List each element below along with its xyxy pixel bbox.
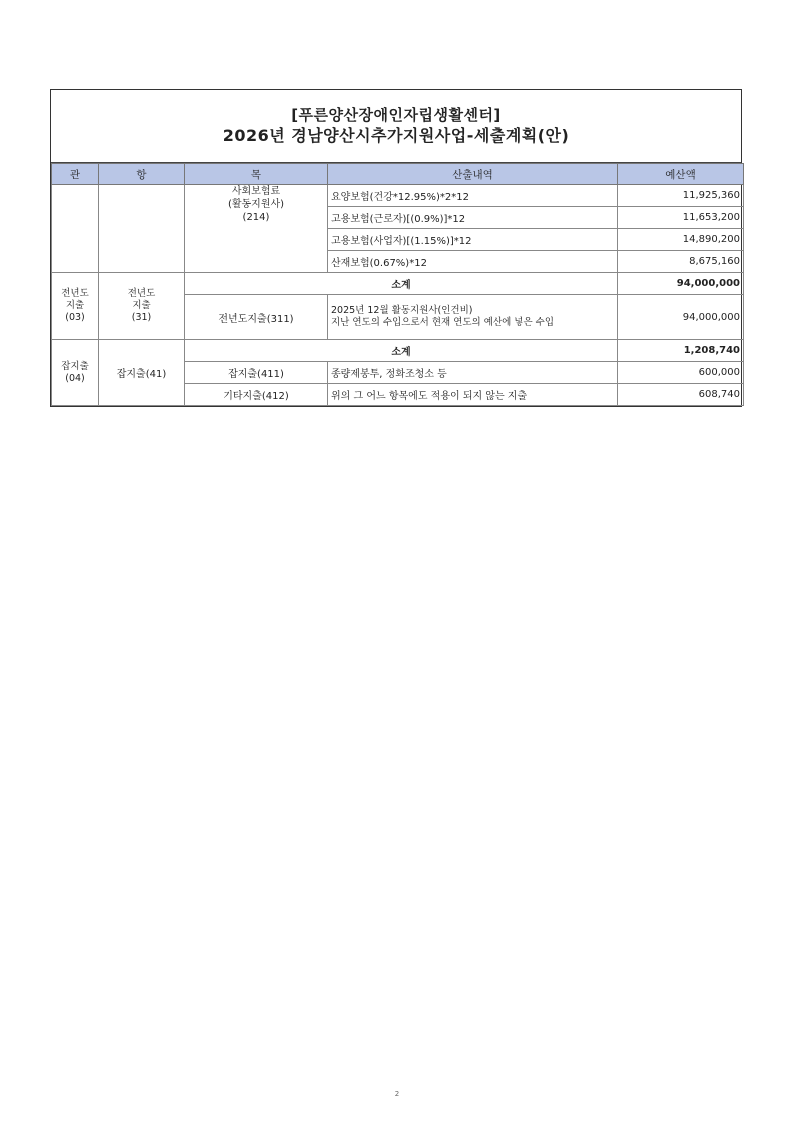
table-row xyxy=(52,185,744,207)
detail-cell: 요양보험(건강*12.95%)*2*12 xyxy=(328,185,618,207)
hang-line: (31) xyxy=(131,312,152,323)
hang-misc: 잡지출(41) xyxy=(99,340,185,406)
gwan-line: 지출 xyxy=(65,300,85,311)
org-title: [푸른양산장애인자립생활센터] xyxy=(291,106,501,124)
table-row xyxy=(52,340,744,362)
mok-line: (214) xyxy=(242,212,270,223)
detail-cell: 산재보험(0.67%)*12 xyxy=(328,251,618,273)
table-row xyxy=(52,273,744,295)
expenditure-table xyxy=(51,163,744,406)
col-header-hang: 항 xyxy=(99,164,185,185)
hang-line: 지출 xyxy=(132,300,151,311)
detail-line: 지난 연도의 수입으로서 현재 연도의 예산에 넣은 수입 xyxy=(331,317,555,328)
gwan-line: 전년도 xyxy=(61,288,89,299)
col-header-mok: 목 xyxy=(185,164,328,185)
subtotal-label: 소계 xyxy=(185,273,618,295)
hang-prior-year xyxy=(99,273,185,340)
subtotal-amount: 1,208,740 xyxy=(618,340,744,362)
gwan-cell-empty xyxy=(52,185,99,273)
col-header-gwan: 관 xyxy=(52,164,99,185)
amount-cell: 8,675,160 xyxy=(618,251,744,273)
mok-cell: 잡지출(411) xyxy=(185,362,328,384)
amount-cell: 94,000,000 xyxy=(618,295,744,340)
gwan-line: 잡지출 xyxy=(61,360,89,372)
detail-line: 2025년 12월 활동지원사(인건비) xyxy=(331,305,473,316)
detail-cell: 종량제봉투, 정화조청소 등 xyxy=(328,362,618,384)
table-header-row xyxy=(52,164,744,185)
detail-cell: 고용보험(사업자)[(1.15%)]*12 xyxy=(328,229,618,251)
budget-sheet xyxy=(50,89,742,407)
amount-cell: 14,890,200 xyxy=(618,229,744,251)
document-title: 2026년 경남양산시추가지원사업-세출계획(안) xyxy=(222,126,570,145)
hang-cell-empty xyxy=(99,185,185,273)
detail-prior-year xyxy=(328,295,618,340)
subtotal-label: 소계 xyxy=(185,340,618,362)
mok-cell: 기타지출(412) xyxy=(185,384,328,406)
title-box xyxy=(51,90,741,163)
gwan-prior-year xyxy=(52,273,99,340)
gwan-misc xyxy=(52,340,99,406)
col-header-detail: 산출내역 xyxy=(328,164,618,185)
subtotal-amount: 94,000,000 xyxy=(618,273,744,295)
mok-prior-year: 전년도지출(311) xyxy=(185,295,328,340)
mok-social-insurance xyxy=(185,185,328,273)
detail-cell: 고용보험(근로자)[(0.9%)]*12 xyxy=(328,207,618,229)
mok-line: 사회보험료 xyxy=(231,186,281,197)
gwan-line: (04) xyxy=(65,372,85,384)
gwan-line: (03) xyxy=(65,312,85,323)
page-number: 2 xyxy=(394,1090,400,1098)
amount-cell: 11,653,200 xyxy=(618,207,744,229)
amount-cell: 600,000 xyxy=(618,362,744,384)
amount-cell: 11,925,360 xyxy=(618,185,744,207)
hang-line: 전년도 xyxy=(127,288,156,299)
detail-cell: 위의 그 어느 항목에도 적용이 되지 않는 지출 xyxy=(328,384,618,406)
col-header-amount: 예산액 xyxy=(618,164,744,185)
mok-line: (활동지원사) xyxy=(227,199,285,210)
amount-cell: 608,740 xyxy=(618,384,744,406)
